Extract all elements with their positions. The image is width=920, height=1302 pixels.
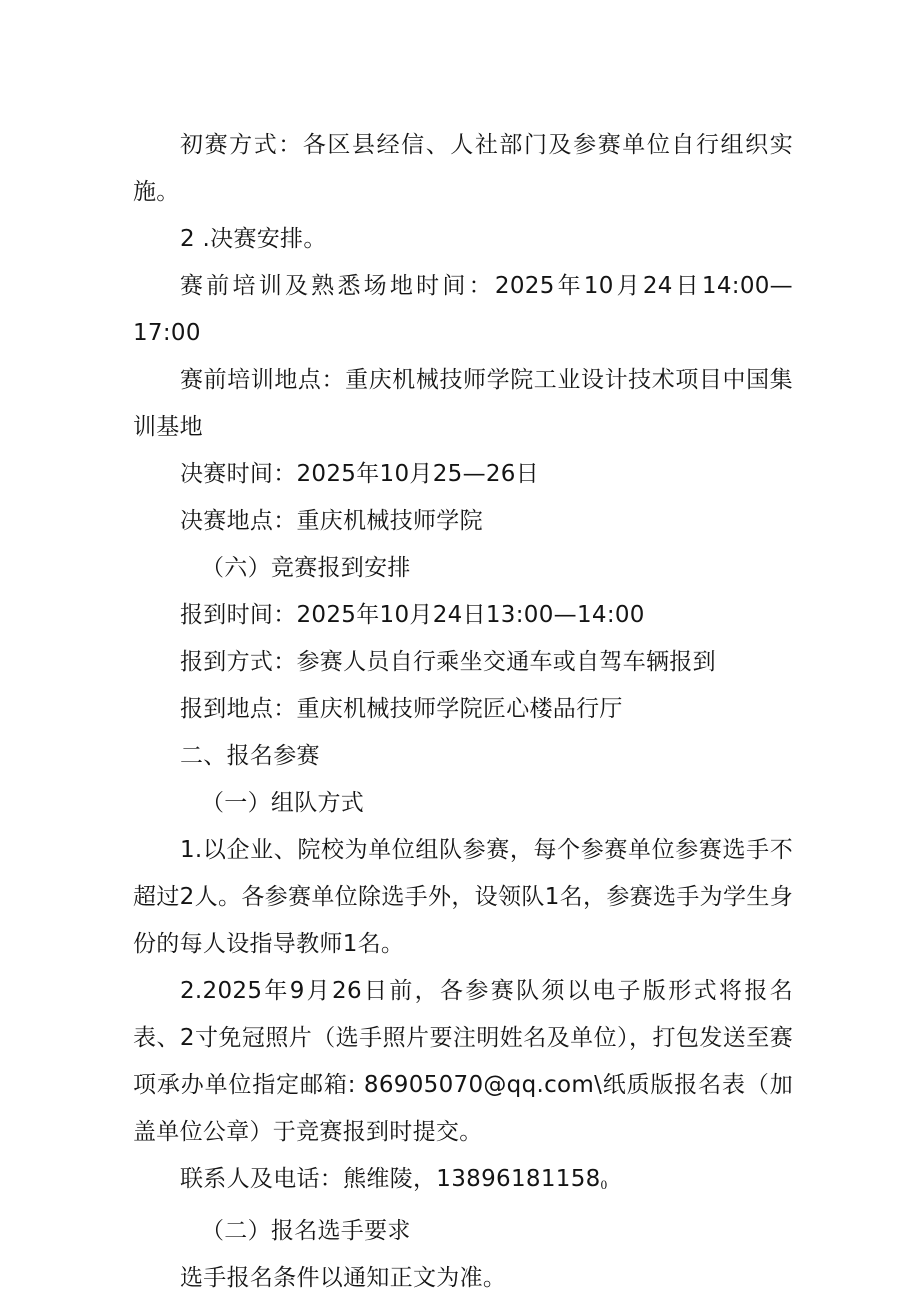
contact-tail: 0 [600,1177,608,1192]
paragraph-final-location: 决赛地点：重庆机械技师学院 [180,508,483,534]
paragraph-final-arrangement: 2 .决赛安排。 [180,226,327,252]
paragraph-requirements-note: 选手报名条件以通知正文为准。 [180,1265,507,1291]
document-body [133,122,793,1302]
paragraph-team-rule-1: 1.以企业、院校为单位组队参赛，每个参赛单位参赛选手不超过2人。各参赛单位除选手外，设领队1名，参赛选手为学生身份的每人设指导教师1名。 [133,837,793,957]
heading-contestant-requirements: （二）报名选手要求 [201,1218,411,1244]
paragraph-preliminary-method: 初赛方式：各区县经信、人社部门及参赛单位自行组织实施。 [133,132,793,205]
heading-registration: 二、报名参赛 [180,743,320,769]
paragraph-final-time: 决赛时间：2025年10月25—26日 [180,461,540,487]
paragraph-team-rule-2: 2.2025年9月26日前，各参赛队须以电子版形式将报名表、2寸免冠照片（选手照片要注明姓名及单位），打包发送至赛项承办单位指定邮箱: 86905070@qq.com\纸质版报名表（加盖单位公章）于竞赛报到时提交。 [133,978,793,1145]
heading-checkin-arrangement: （六）竞赛报到安排 [201,555,411,581]
paragraph-checkin-time: 报到时间：2025年10月24日13:00—14:00 [180,602,645,628]
paragraph-training-location: 赛前培训地点：重庆机械技师学院工业设计技术项目中国集训基地 [133,367,793,440]
heading-team-formation: （一）组队方式 [201,790,365,816]
paragraph-contact [133,1156,793,1208]
paragraph-checkin-method: 报到方式：参赛人员自行乘坐交通车或自驾车辆报到 [180,649,716,675]
paragraph-training-time: 赛前培训及熟悉场地时间：2025年10月24日14:00—17:00 [133,273,793,346]
contact-text: 联系人及电话：熊维陵，13896181158 [180,1166,601,1192]
paragraph-checkin-location: 报到地点：重庆机械技师学院匠心楼品行厅 [180,696,623,722]
